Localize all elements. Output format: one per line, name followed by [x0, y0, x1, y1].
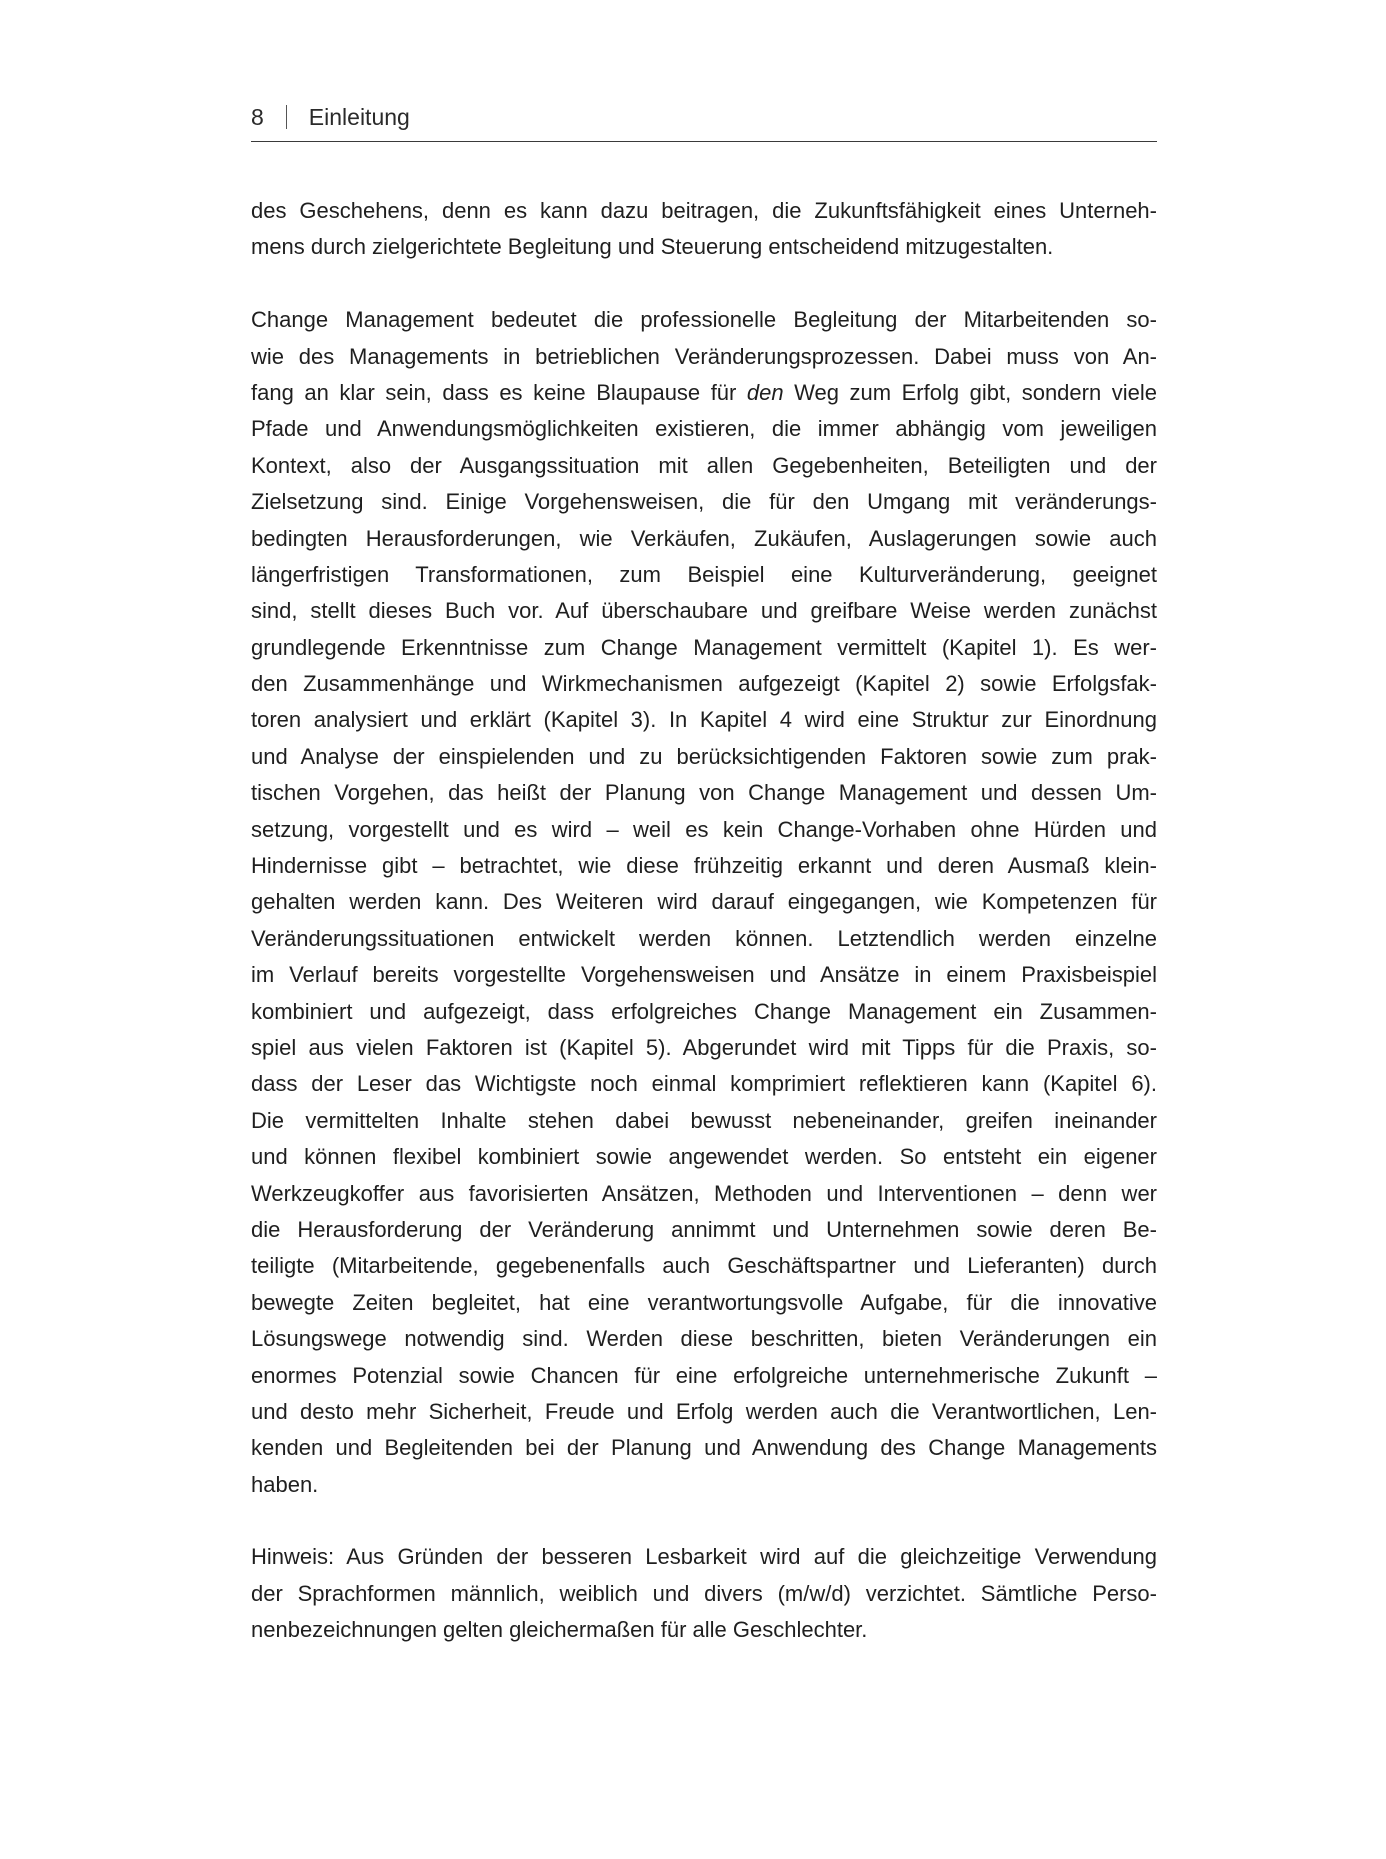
text-line: Pfade und Anwendungsmöglichkeiten existieren, die immer abhängig vom jeweiligen	[251, 416, 1157, 442]
text-line: mens durch zielgerichtete Begleitung und Steuerung entscheidend mitzugestalten.	[251, 234, 1054, 260]
text-line: wie des Managements in betrieblichen Veränderungsprozessen. Dabei muss von An-	[251, 343, 1157, 369]
text-line-with-emphasis	[251, 375, 1157, 411]
paragraph-2	[251, 302, 1157, 1503]
paragraph-gap	[251, 266, 1157, 302]
text-line: Die vermittelten Inhalte stehen dabei bewusst nebeneinander, greifen ineinander	[251, 1107, 1157, 1133]
text-line: spiel aus vielen Faktoren ist (Kapitel 5). Abgerundet wird mit Tipps für die Praxis, so-	[251, 1034, 1157, 1060]
text-line: Veränderungssituationen entwickelt werden können. Letztendlich werden einzelne	[251, 925, 1157, 951]
text-line: Change Management bedeutet die professionelle Begleitung der Mitarbeitenden so-	[251, 307, 1157, 333]
text-line: Hindernisse gibt – betrachtet, wie diese frühzeitig erkannt und deren Ausmaß klein-	[251, 853, 1157, 879]
header-separator	[286, 105, 287, 129]
paragraph-gap	[251, 1503, 1157, 1539]
text-line: dass der Leser das Wichtigste noch einmal komprimiert reflektieren kann (Kapitel 6).	[251, 1071, 1157, 1097]
emphasized-word: den	[746, 379, 784, 405]
text-line: tischen Vorgehen, das heißt der Planung von Change Management und dessen Um-	[251, 780, 1157, 806]
text-line: kombiniert und aufgezeigt, dass erfolgreiches Change Management ein Zusammen-	[251, 998, 1157, 1024]
text-line: der Sprachformen männlich, weiblich und divers (m/w/d) verzichtet. Sämtliche Perso-	[251, 1580, 1157, 1606]
section-title: Einleitung	[308, 103, 410, 130]
text-line: haben.	[251, 1471, 319, 1497]
text-line: und können flexibel kombiniert sowie angewendet werden. So entsteht ein eigener	[251, 1144, 1157, 1170]
running-header-row	[251, 100, 1157, 134]
text-line: grundlegende Erkenntnisse zum Change Management vermittelt (Kapitel 1). Es wer-	[251, 634, 1157, 660]
text-line: Hinweis: Aus Gründen der besseren Lesbarkeit wird auf die gleichzeitige Verwendung	[251, 1544, 1157, 1570]
text-line: enormes Potenzial sowie Chancen für eine erfolgreiche unternehmerische Zukunft –	[251, 1362, 1157, 1388]
text-run: fang an klar sein, dass es keine Blaupause für	[251, 379, 747, 405]
text-line: gehalten werden kann. Des Weiteren wird darauf eingegangen, wie Kompetenzen für	[251, 889, 1157, 915]
text-line: Werkzeugkoffer aus favorisierten Ansätzen, Methoden und Interventionen – denn wer	[251, 1180, 1157, 1206]
text-line: nenbezeichnungen gelten gleichermaßen für alle Geschlechter.	[251, 1617, 868, 1643]
text-line: bewegte Zeiten begleitet, hat eine verantwortungsvolle Aufgabe, für die innovative	[251, 1289, 1157, 1315]
text-line: Kontext, also der Ausgangssituation mit allen Gegebenheiten, Beteiligten und der	[251, 452, 1157, 478]
text-line: setzung, vorgestellt und es wird – weil es kein Change-Vorhaben ohne Hürden und	[251, 816, 1157, 842]
text-line: sind, stellt dieses Buch vor. Auf überschaubare und greifbare Weise werden zunächst	[251, 598, 1157, 624]
text-line: kenden und Begleitenden bei der Planung und Anwendung des Change Managements	[251, 1435, 1157, 1461]
text-run: Weg zum Erfolg gibt, sondern viele	[783, 379, 1157, 405]
text-line: und desto mehr Sicherheit, Freude und Erfolg werden auch die Verantwortlichen, Len-	[251, 1398, 1157, 1424]
text-line: längerfristigen Transformationen, zum Beispiel eine Kulturveränderung, geeignet	[251, 561, 1157, 587]
text-line: und Analyse der einspielenden und zu berücksichtigenden Faktoren sowie zum prak-	[251, 743, 1157, 769]
paragraph-3-note	[251, 1539, 1157, 1648]
text-line: Lösungswege notwendig sind. Werden diese beschritten, bieten Veränderungen ein	[251, 1326, 1157, 1352]
text-line: den Zusammenhänge und Wirkmechanismen aufgezeigt (Kapitel 2) sowie Erfolgsfak-	[251, 671, 1157, 697]
text-line: toren analysiert und erklärt (Kapitel 3). In Kapitel 4 wird eine Struktur zur Einordnung	[251, 707, 1157, 733]
text-line: Zielsetzung sind. Einige Vorgehensweisen, die für den Umgang mit veränderungs-	[251, 489, 1157, 515]
running-header	[251, 100, 1157, 142]
paragraph-1	[251, 193, 1157, 266]
text-line: bedingten Herausforderungen, wie Verkäufen, Zukäufen, Auslagerungen sowie auch	[251, 525, 1157, 551]
body-text	[251, 193, 1157, 1649]
page-number: 8	[251, 103, 264, 130]
text-line: die Herausforderung der Veränderung annimmt und Unternehmen sowie deren Be-	[251, 1216, 1157, 1242]
text-line: des Geschehens, denn es kann dazu beitragen, die Zukunftsfähigkeit eines Unterneh-	[251, 198, 1157, 223]
text-line: im Verlauf bereits vorgestellte Vorgehensweisen und Ansätze in einem Praxisbeispiel	[251, 962, 1157, 988]
text-line: teiligte (Mitarbeitende, gegebenenfalls auch Geschäftspartner und Lieferanten) durch	[251, 1253, 1157, 1279]
